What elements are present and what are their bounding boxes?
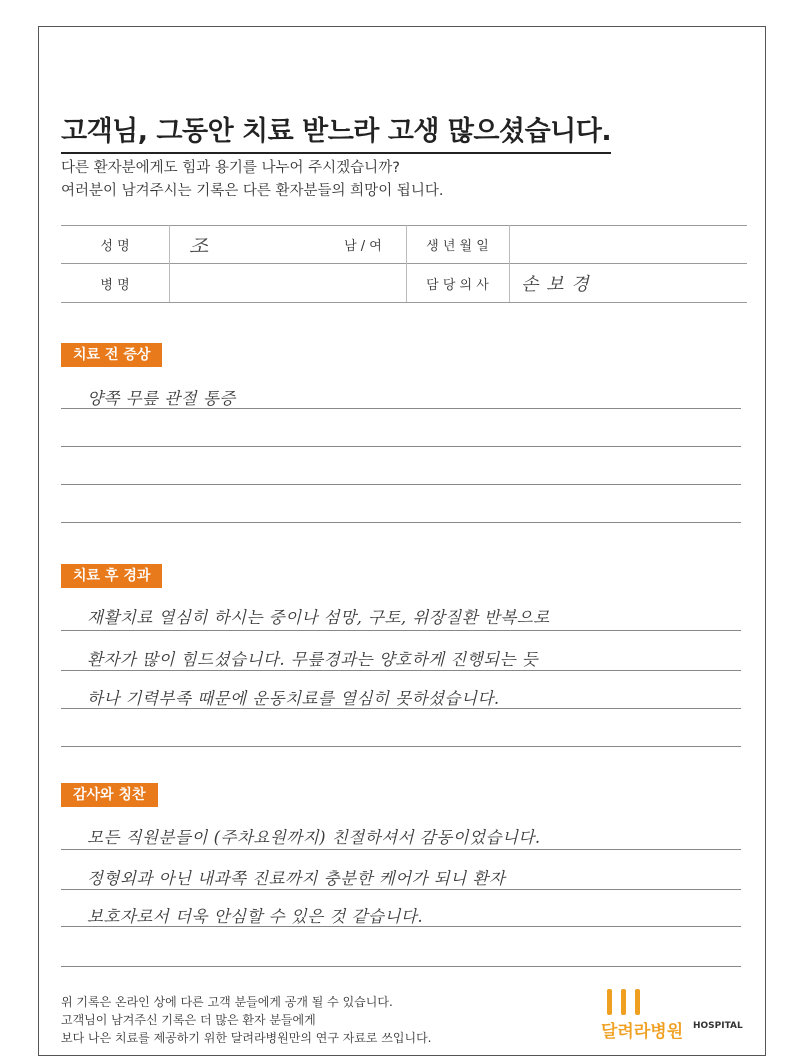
- table-divider-1: [169, 225, 170, 302]
- after-line-3[interactable]: 하나 기력부족 때문에 운동치료를 열심히 못하셨습니다.: [87, 689, 500, 708]
- writing-line: [61, 926, 741, 927]
- intro-line-2: 여러분이 남겨주시는 기록은 다른 환자분들의 희망이 됩니다.: [61, 183, 444, 199]
- intro-text: [61, 157, 443, 203]
- writing-line: [61, 746, 741, 747]
- footer-line-2: 고객님이 남겨주신 기록은 더 많은 환자 분들에게: [61, 1013, 316, 1027]
- after-line-2[interactable]: 환자가 많이 힘드셨습니다. 무릎경과는 양호하게 진행되는 듯: [87, 650, 539, 669]
- section-badge-after-progress: 치료 후 경과: [61, 564, 162, 588]
- writing-line: [61, 966, 741, 967]
- footer-line-3: 보다 나은 치료를 제공하기 위한 달려라병원만의 연구 자료로 쓰입니다.: [61, 1031, 432, 1045]
- patient-info-table: [61, 225, 747, 303]
- disease-value[interactable]: [179, 264, 399, 302]
- writing-line: [61, 670, 741, 671]
- three-bars-logo-icon: [607, 989, 649, 1019]
- writing-line: [61, 522, 741, 523]
- writing-line: [61, 889, 741, 890]
- intro-line-1: 다른 환자분에게도 힘과 용기를 나누어 주시겠습니까?: [61, 160, 400, 176]
- writing-line: [61, 630, 741, 631]
- doctor-label: 담 당 의 사: [426, 277, 489, 293]
- name-label: 성 명: [100, 238, 130, 254]
- doctor-value[interactable]: 손 보 경: [521, 274, 590, 295]
- hospital-logo: [601, 989, 761, 1049]
- writing-line: [61, 708, 741, 709]
- writing-line: [61, 484, 741, 485]
- footer-notice: [61, 993, 432, 1047]
- page-title: 고객님, 그동안 치료 받느라 고생 많으셨습니다.: [61, 109, 611, 154]
- table-divider-3: [509, 225, 510, 302]
- birth-label: 생 년 월 일: [426, 238, 489, 254]
- after-line-1[interactable]: 재활치료 열심히 하시는 중이나 섬망, 구토, 위장질환 반복으로: [87, 608, 550, 627]
- thanks-line-2[interactable]: 정형외과 아닌 내과쪽 진료까지 충분한 케어가 되니 환자: [87, 869, 506, 888]
- disease-label: 병 명: [100, 277, 130, 293]
- name-value[interactable]: 조: [188, 233, 210, 258]
- footer-line-1: 위 기록은 온라인 상에 다른 고객 분들에게 공개 될 수 있습니다.: [61, 995, 393, 1009]
- writing-line: [61, 408, 741, 409]
- section-badge-thanks: 감사와 칭찬: [61, 783, 158, 807]
- before-line-1[interactable]: 양쪽 무릎 관절 통증: [87, 389, 236, 408]
- section-badge-before-symptoms: 치료 전 증상: [61, 343, 162, 367]
- thanks-line-3[interactable]: 보호자로서 더욱 안심할 수 있은 것 같습니다.: [87, 907, 424, 926]
- gender-label[interactable]: 남 / 여: [344, 238, 382, 254]
- review-form: [38, 26, 766, 1056]
- table-border-bottom: [61, 302, 747, 303]
- writing-line: [61, 446, 741, 447]
- hospital-name: 달려라병원: [601, 1022, 684, 1042]
- thanks-line-1[interactable]: 모든 직원분들이 (주차요원까지) 친절하셔서 감동이었습니다.: [87, 828, 541, 847]
- writing-line: [61, 849, 741, 850]
- hospital-name-en: HOSPITAL: [693, 1021, 743, 1031]
- birth-value[interactable]: [516, 225, 746, 263]
